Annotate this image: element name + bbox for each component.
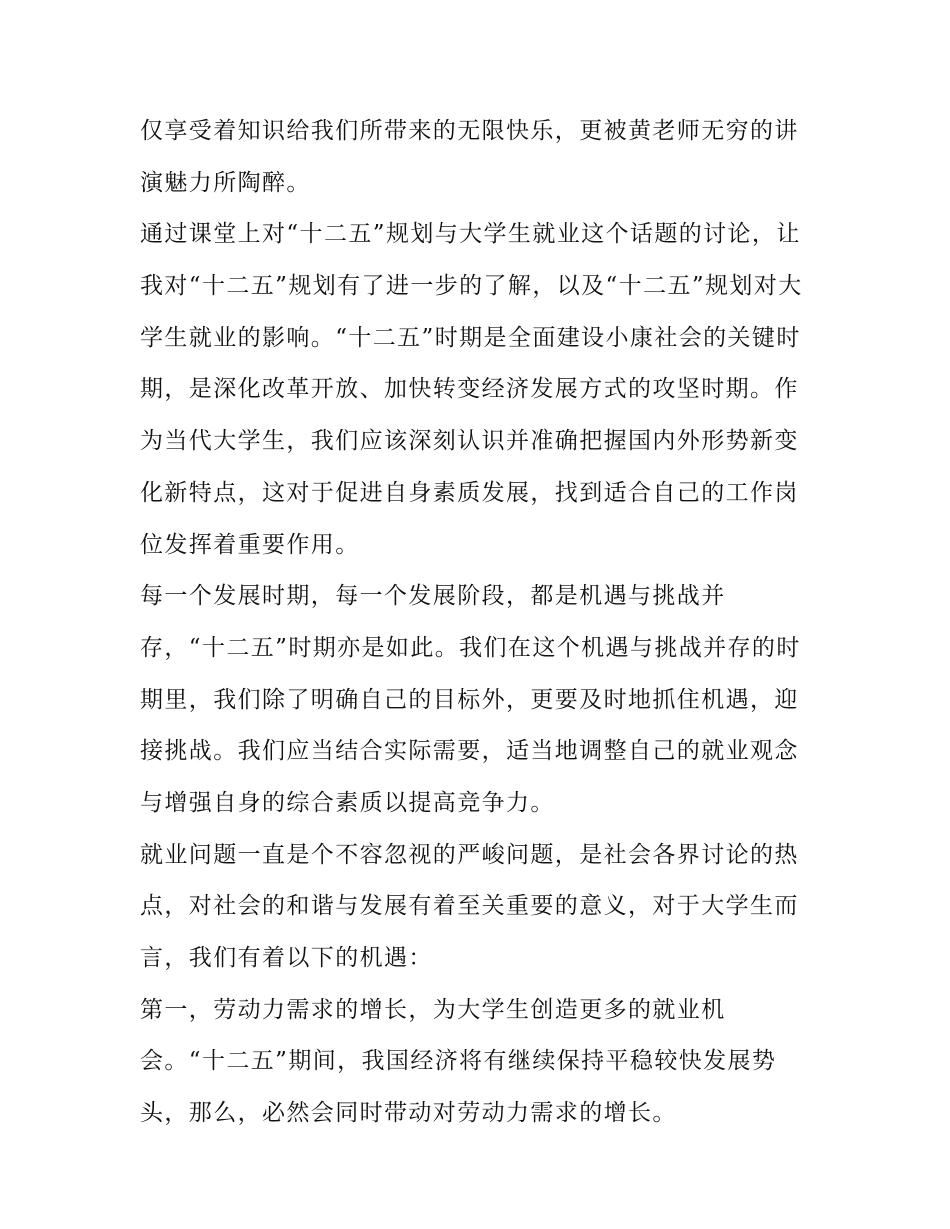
text-line: 我对“十二五”规划有了进一步的了解，以及“十二五”规划对大 [140, 273, 803, 300]
text-line: 演魅力所陶醉。 [140, 169, 311, 196]
text-line: 存，“十二五”时期亦是如此。我们在这个机遇与挑战并存的时 [140, 634, 801, 661]
text-line: 点，对社会的和谐与发展有着至关重要的意义，对于大学生而 [140, 893, 799, 920]
text-line: 学生就业的影响。“十二五”时期是全面建设小康社会的关键时 [140, 324, 801, 351]
text-line: 化新特点，这对于促进自身素质发展，找到适合自己的工作岗 [140, 479, 799, 506]
text-line: 期，是深化改革开放、加快转变经济发展方式的攻坚时期。作 [140, 376, 799, 403]
text-line: 与增强自身的综合素质以提高竞争力。 [140, 789, 555, 816]
text-line: 每一个发展时期，每一个发展阶段，都是机遇与挑战并 [140, 583, 726, 610]
text-line: 接挑战。我们应当结合实际需要，适当地调整自己的就业观念 [140, 738, 799, 765]
text-line: 期里，我们除了明确自己的目标外，更要及时地抓住机遇，迎 [140, 686, 799, 713]
text-line: 言，我们有着以下的机遇： [140, 945, 433, 971]
text-line: 为当代大学生，我们应该深刻认识并准确把握国内外形势新变 [140, 428, 799, 455]
text-line: 头，那么，必然会同时带动对劳动力需求的增长。 [140, 1100, 677, 1127]
document-body [140, 106, 840, 1140]
text-line: 就业问题一直是个不容忽视的严峻问题，是社会各界讨论的热 [140, 841, 799, 868]
text-line: 会。“十二五”期间，我国经济将有继续保持平稳较快发展势 [140, 1048, 777, 1075]
text-line: 通过课堂上对“十二五”规划与大学生就业这个话题的讨论，让 [140, 221, 801, 248]
text-line: 第一，劳动力需求的增长，为大学生创造更多的就业机 [140, 996, 726, 1023]
text-line: 位发挥着重要作用。 [140, 531, 360, 558]
text-line: 仅享受着知识给我们所带来的无限快乐，更被黄老师无穷的讲 [140, 118, 799, 144]
